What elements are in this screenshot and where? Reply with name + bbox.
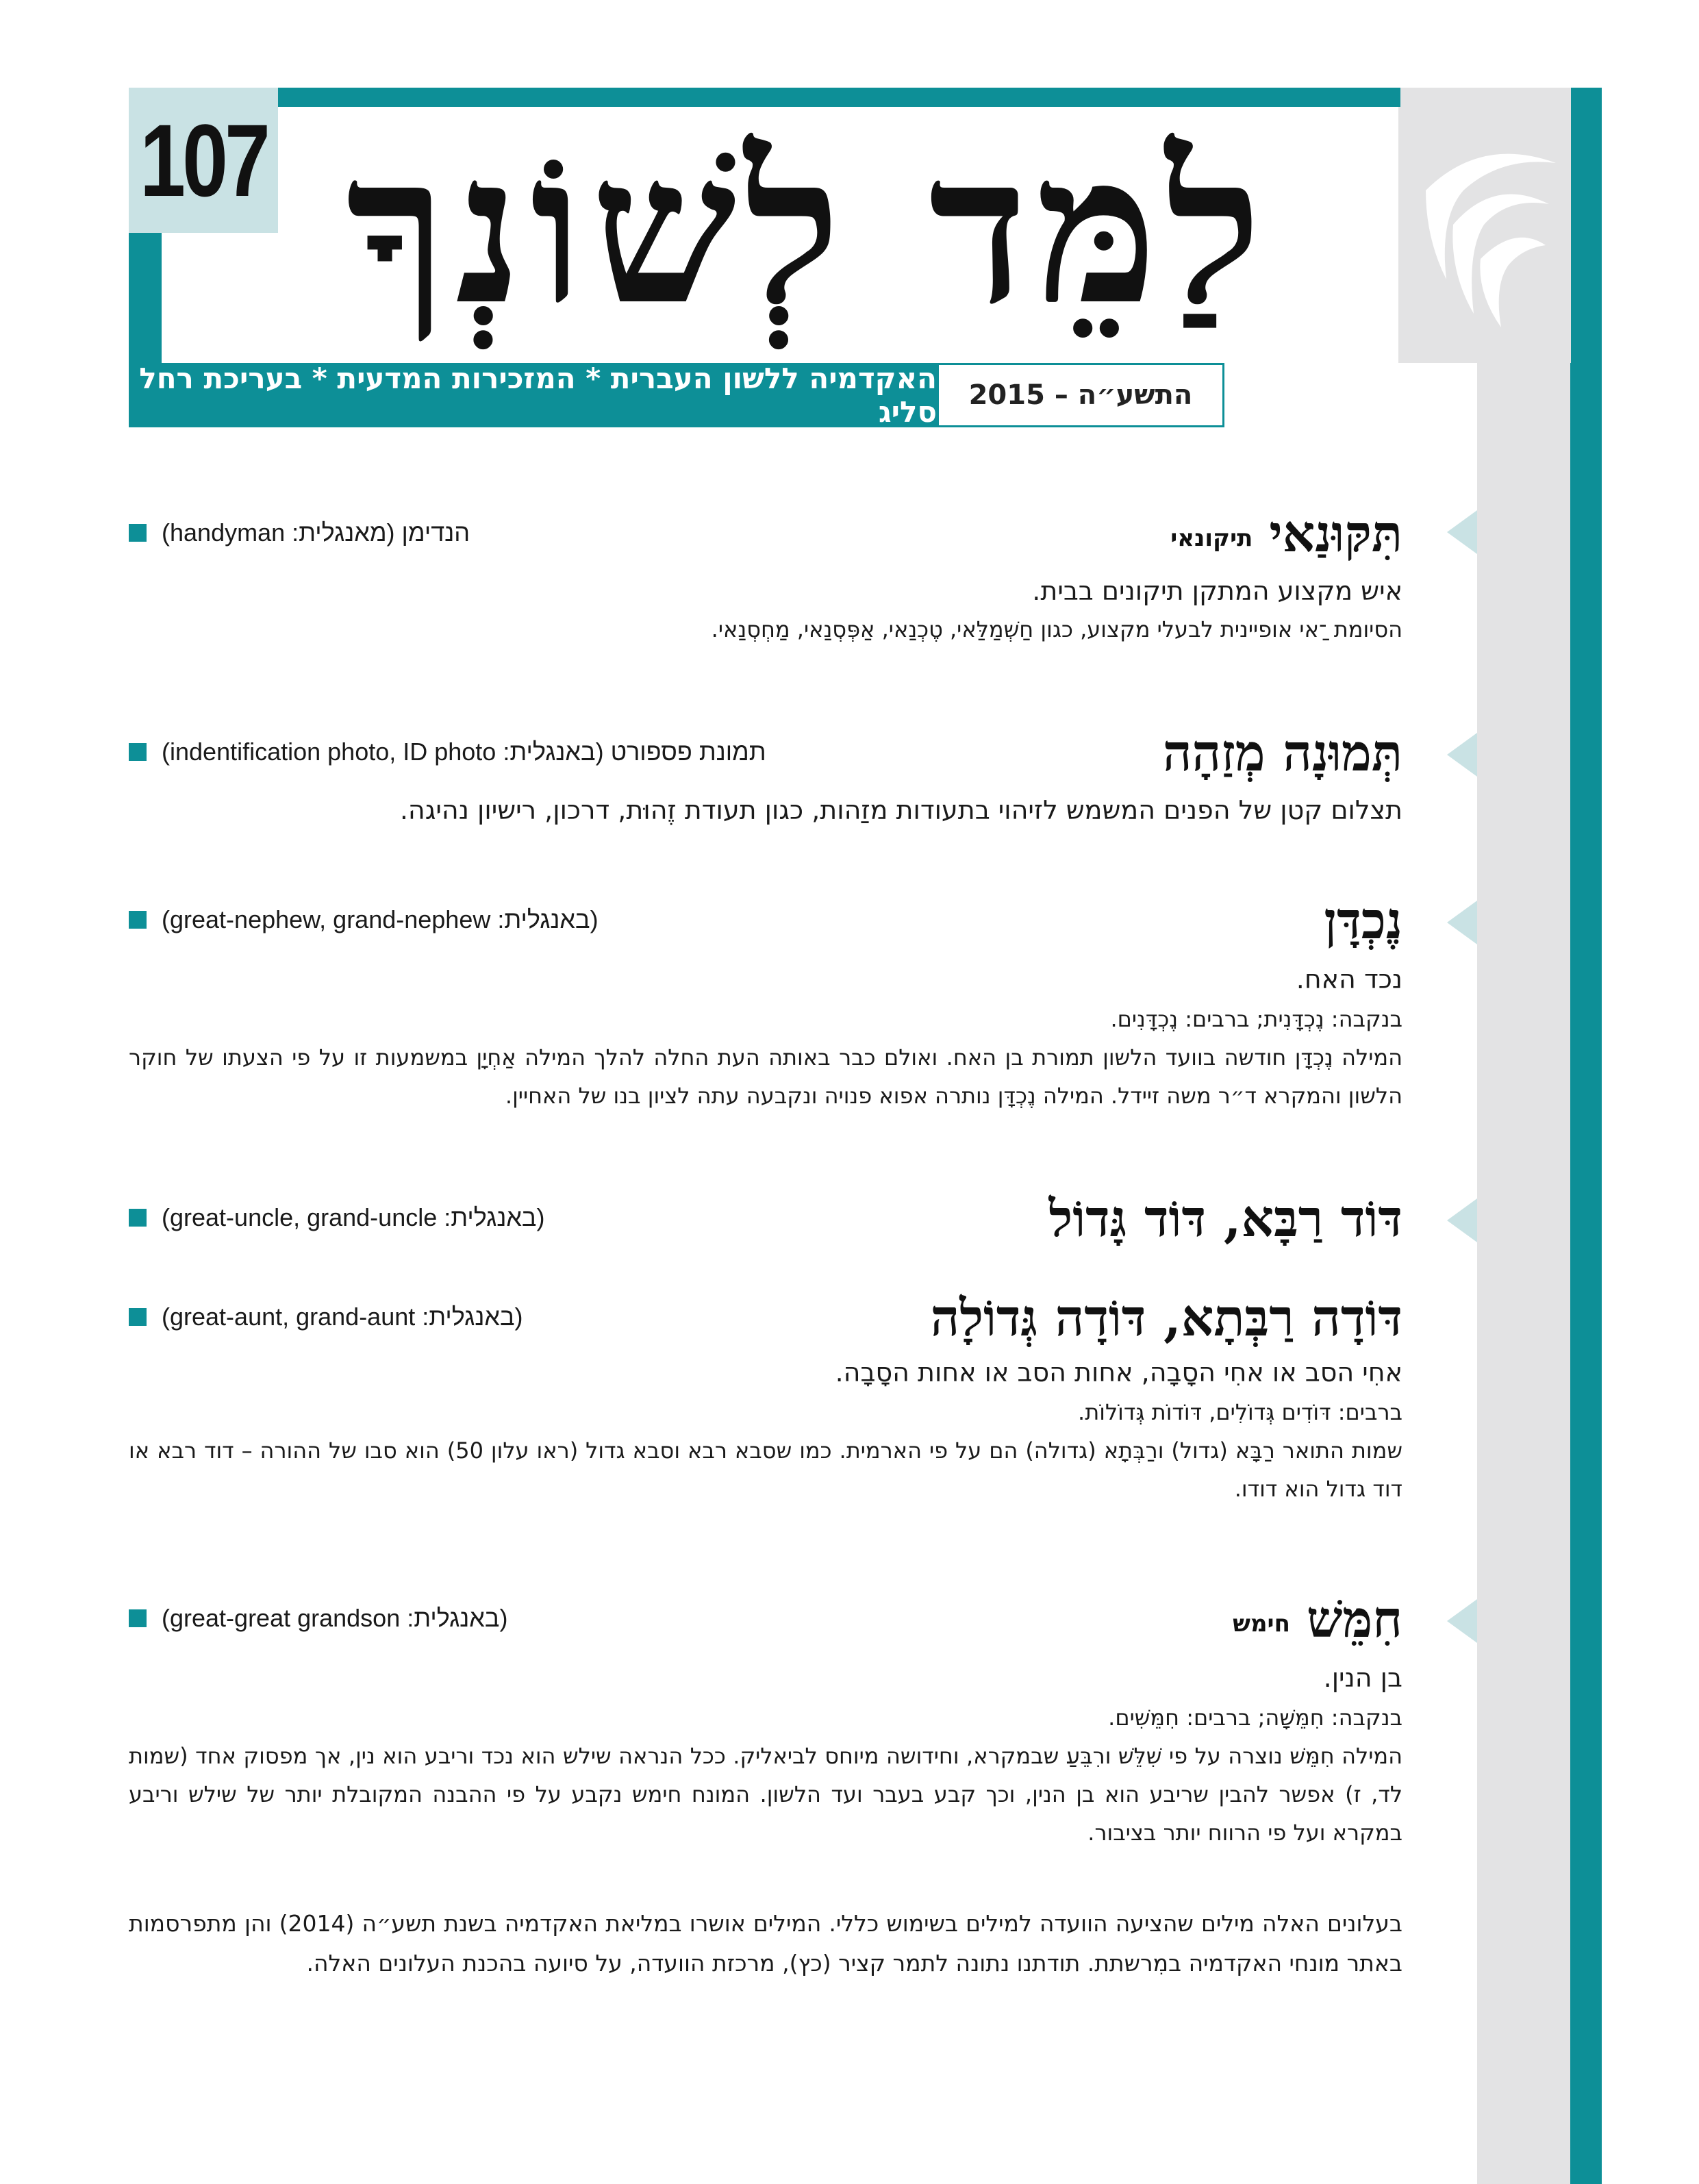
entry-definition: בן הנין. xyxy=(1323,1663,1402,1693)
square-bullet-icon xyxy=(129,911,147,929)
issue-number-box xyxy=(129,88,278,233)
entry-chimesh xyxy=(129,1589,1402,1852)
entry-paragraph: המילה חִמֵּשׁ נוצרה על פי שִׁלֵּשׁ ורִבֵּעַ שבמקרא, וחידושה מיוחס לביאליק. ככל הנראה שילש הוא נכד וריבע הוא נין, אך מפסוק אחד (שמות לד, ז) אפשר להבין שריבע הוא בן הנין, וכך קבע בעבר ועד הלשון. המונח חימש נקבע על פי ההבנה המקובלת יותר של שילש וריבע במקרא ועל פי הרווח יותר בציבור. xyxy=(129,1743,1402,1846)
square-bullet-icon xyxy=(129,1209,147,1227)
entry-subword: חימש xyxy=(1233,1609,1290,1637)
entry-definition: נכד האח. xyxy=(1296,964,1402,994)
footer-note: בעלונים האלה מילים שהציעה הוועדה למילים בשימוש כללי. המילים אושרו במליאת האקדמיה בשנת תשע״ה (2014) והן מתפרסמות באתר מונחי האקדמיה במִרשתת. תודתנו נתונה לתמר קציר (כץ), מרכזת הוועדה, על סיועה בהכנת העלונים האלה. xyxy=(129,1910,1402,1976)
academy-logo-icon xyxy=(1398,88,1571,363)
entry-paragraph: המילה נֶכְדָּן חודשה בוועד הלשון תמורת בן האח. ואולם כבר באותה העת החלה להלך המילה אַחְיָן במשמעות זו על פי הצעתו של חוקר הלשון והמקרא ד״ר משה זיידל. המילה נֶכְדָּן נותרה אפוא פנויה ונקבעה עתה לציון בנו של האחיין. xyxy=(129,1044,1402,1109)
entry-forms: ברבים: דּוֹדִים גְּדוֹלִים, דּוֹדוֹת גְּדוֹלוֹת. xyxy=(1078,1399,1402,1425)
page-title: לַמֵּד לְשׁוֹנְךָ xyxy=(346,108,1270,350)
year-box: התשע״ה – 2015 xyxy=(937,363,1224,427)
entry-definition: תצלום קטן של הפנים המשמש לזיהוי בתעודות מזַהות, כגון תעודת זֶהוּת, דרכון, רישיון נהיגה. xyxy=(399,795,1402,825)
entry-forms: בנקבה: נֶכְדָּנִית; ברבים: נֶכְדָּנִים. xyxy=(1110,1006,1402,1032)
entry-great-uncle xyxy=(129,1188,1402,1250)
entry-headword: תִּקּוּנַאיתיקונאי xyxy=(1170,505,1402,564)
entry-paragraph: שמות התואר רַבָּא (גדול) ורַבְּתָא (גדולה) הם על פי הארמית. כמו שסבא רבא וסבא גדול (ראו עלון 50) הוא סבו של ההורה – דוד רבא או דוד גדול הוא דודו. xyxy=(129,1438,1403,1502)
entry-translation: (באנגלית: great-nephew, grand-nephew) xyxy=(129,905,599,934)
entry-tikunai xyxy=(129,503,1402,647)
entry-headword: דּוֹד רַבָּא, דּוֹד גָּדוֹל xyxy=(1048,1190,1402,1248)
entry-definition: אחִי הסב או אחִי הסָבָה, אחות הסב או אחות הסָבָה. xyxy=(835,1357,1402,1388)
side-grey-bar xyxy=(1477,88,1570,2184)
triangle-marker-icon xyxy=(1447,1198,1477,1242)
entry-note: הסיומת ־ַאי אופיינית לבעלי מקצוע, כגון חַשְׁמַלַּאי, טֶכְנַאי, אַפְּסְנַאי, מַחְסְנַאי. xyxy=(711,616,1402,642)
triangle-marker-icon xyxy=(1447,510,1477,554)
entry-great-aunt xyxy=(129,1288,1402,1508)
entry-headword: חִמֵּשׁחימש xyxy=(1233,1590,1402,1649)
triangle-marker-icon xyxy=(1447,1599,1477,1643)
square-bullet-icon xyxy=(129,524,147,542)
entry-translation: (באנגלית: great-great grandson) xyxy=(129,1604,507,1633)
header-top-border xyxy=(277,88,1400,107)
entry-definition: איש מקצוע המתקן תיקונים בבית. xyxy=(1032,576,1402,606)
entry-headword: נֶכְדָּן xyxy=(1324,892,1402,951)
entry-headword: תְּמוּנָה מְזַהָה xyxy=(1163,724,1402,783)
square-bullet-icon xyxy=(129,1609,147,1627)
entry-nechdan xyxy=(129,890,1402,1115)
entry-translation: תמונת פספורט (באנגלית: indentification photo, ID photo) xyxy=(129,738,766,766)
issue-number: 107 xyxy=(140,102,267,218)
square-bullet-icon xyxy=(129,743,147,761)
header-left-border xyxy=(129,232,162,364)
entry-subword: תיקונאי xyxy=(1170,524,1253,552)
entry-translation: (באנגלית: great-aunt, grand-aunt) xyxy=(129,1303,523,1331)
triangle-marker-icon xyxy=(1447,901,1477,944)
info-bar: האקדמיה ללשון העברית * המזכירות המדעית * בעריכת רחל סליג xyxy=(129,363,937,427)
side-teal-bar xyxy=(1570,88,1602,2184)
entry-translation: הנדימן (מאנגלית: handyman) xyxy=(129,518,470,547)
square-bullet-icon xyxy=(129,1308,147,1326)
triangle-marker-icon xyxy=(1447,733,1477,777)
entry-forms: בנקבה: חִמֵּשָׁה; ברבים: חִמֵּשִׁים. xyxy=(1108,1705,1402,1731)
entry-translation: (באנגלית: great-uncle, grand-uncle) xyxy=(129,1203,544,1232)
entry-headword: דּוֹדָה רַבְּתָא, דּוֹדָה גְּדוֹלָה xyxy=(930,1289,1402,1348)
entry-id-photo xyxy=(129,723,1402,831)
